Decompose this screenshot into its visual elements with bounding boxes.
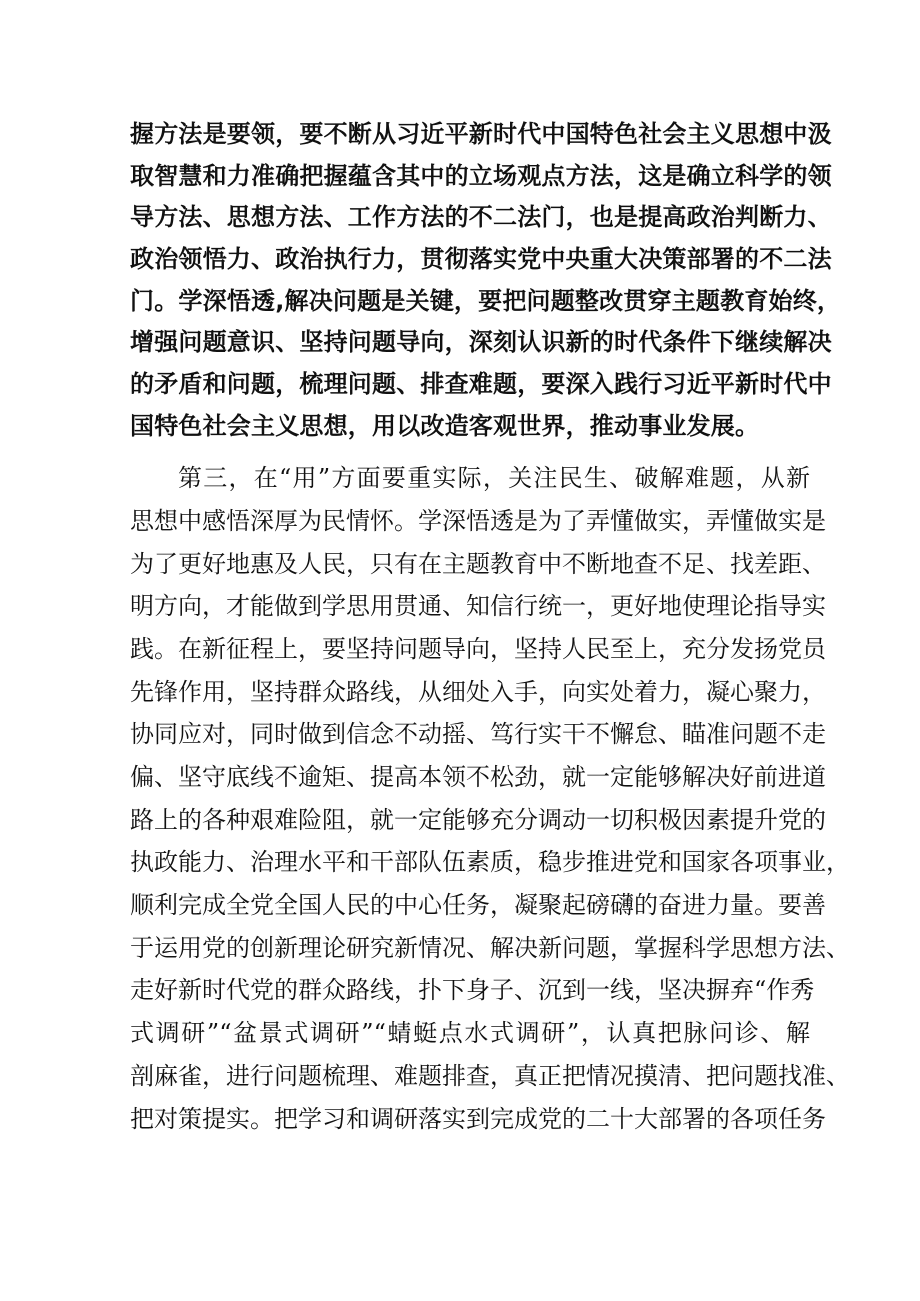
text-line: 导方法、思想方法、工作方法的不二法门，也是提高政治判断力、 — [130, 203, 832, 231]
text-line: 于运用党的创新理论研究新情况、解决新问题，掌握科学思想方法、 — [130, 934, 850, 962]
text-line: 国特色社会主义思想，用以改造客观世界，推动事业发展。 — [130, 412, 760, 440]
text-line: 把对策提实。把学习和调研落实到完成党的二十大部署的各项任务 — [130, 1105, 826, 1133]
text-line: 走好新时代党的群众路线，扑下身子、沉到一线，坚决摒弃“作秀 — [130, 976, 815, 1004]
text-line: 思想中感悟深厚为民情怀。学深悟透是为了弄懂做实，弄懂做实是 — [130, 507, 826, 535]
text-line: 政治领悟力、政治执行力，贯彻落实党中央重大决策部署的不二法 — [130, 245, 832, 273]
text-line: 第三，在“用”方面要重实际，关注民生、破解难题，从新 — [178, 464, 810, 492]
text-line: 增强问题意识、坚持问题导向，深刻认识新的时代条件下继续解决 — [130, 328, 832, 356]
text-line: 取智慧和力准确把握蕴含其中的立场观点方法，这是确立科学的领 — [130, 162, 832, 190]
text-line: 执政能力、治理水平和干部队伍素质，稳步推进党和国家各项事业， — [130, 848, 850, 876]
text-line: 明方向，才能做到学思用贯通、知信行统一，更好地使理论指导实 — [130, 592, 826, 620]
text-line: 为了更好地惠及人民，只有在主题教育中不断地查不足、找差距、 — [130, 550, 826, 578]
text-line: 握方法是要领，要不断从习近平新时代中国特色社会主义思想中汲 — [130, 120, 832, 148]
text-line: 协同应对，同时做到信念不动摇、笃行实干不懈怠、瞄准问题不走 — [130, 720, 826, 748]
text-line: 顺利完成全党全国人民的中心任务，凝聚起磅礴的奋进力量。要善 — [130, 891, 826, 919]
text-line: 先锋作用，坚持群众路线，从细处入手，向实处着力，凝心聚力， — [130, 678, 826, 706]
text-line: 式调研”“盆景式调研”“蜻蜓点水式调研”，认真把脉问诊、解 — [130, 1019, 810, 1047]
text-line: 践。在新征程上，要坚持问题导向，坚持人民至上，充分发扬党员 — [130, 635, 826, 663]
text-line: 的矛盾和问题，梳理问题、排查难题，要深入践行习近平新时代中 — [130, 370, 832, 398]
text-line: 路上的各种艰难险阻，就一定能够充分调动一切积极因素提升党的 — [130, 806, 826, 834]
text-line: 剖麻雀，进行问题梳理、难题排查，真正把情况摸清、把问题找准、 — [130, 1062, 850, 1090]
text-line: 偏、坚守底线不逾矩、提高本领不松劲，就一定能够解决好前进道 — [130, 763, 826, 791]
text-line: 门。学深悟透,解决问题是关键，要把问题整改贯穿主题教育始终， — [130, 287, 842, 315]
